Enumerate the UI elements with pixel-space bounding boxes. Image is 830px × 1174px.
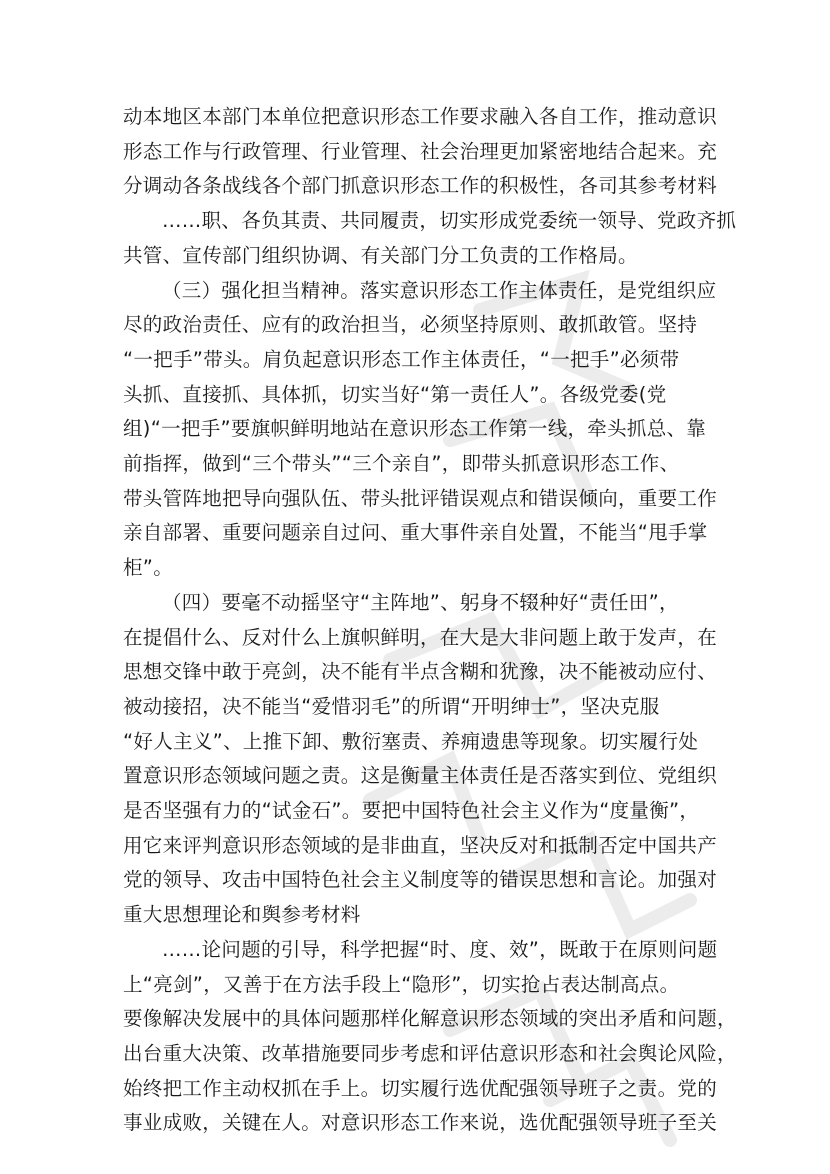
text-line: 共管、宣传部门组织协调、有关部门分工负责的工作格局。 — [123, 243, 638, 267]
text-line: 事业成败，关键在人。对意识形态工作来说，选优配强领导班子至关 — [123, 1111, 718, 1135]
text-line: 组)“一把手”要旗帜鲜明地站在意识形态工作第一线，牵头抓总、靠 — [123, 417, 707, 441]
text-line: “好人主义”、上推下卸、敷衍塞责、养痈遗患等现象。切实履行处 — [123, 729, 699, 753]
text-line: 在提倡什么、反对什么上旗帜鲜明，在大是大非问题上敢于发声，在 — [123, 625, 718, 649]
text-line: ……职、各负其责、共同履责，切实形成党委统一领导、党政齐抓 — [162, 209, 737, 233]
text-line: （四）要毫不动摇坚守“主阵地”、躬身不辍种好“责任田”， — [162, 590, 679, 614]
text-line: 柜”。 — [123, 556, 174, 580]
text-line: 前指挥，做到“三个带头”“三个亲自”，即带头抓意识形态工作、 — [123, 452, 680, 475]
text-line: 始终把工作主动权抓在手上。切实履行选优配强领导班子之责。党的 — [123, 1076, 718, 1100]
text-line: 被动接招，决不能当“爱惜羽毛”的所谓“开明绅士”，坚决克服 — [123, 694, 660, 718]
text-line: 亲自部署、重要问题亲自过问、重大事件亲自处置，不能当“甩手掌 — [123, 521, 708, 545]
text-line: 上“亮剑”，又善于在方法手段上“隐形”，切实抢占表达制高点。 — [123, 972, 680, 996]
text-line: 置意识形态领域问题之责。这是衡量主体责任是否落实到位、党组织 — [123, 764, 718, 788]
text-line: 思想交锋中敢于亮剑，决不能有半点含糊和犹豫，决不能被动应付、 — [123, 660, 718, 684]
text-line: 分调动各条战线各个部门抓意识形态工作的积极性，各司其参考材料 — [123, 174, 718, 198]
text-line: 党的领导、攻击中国特色社会主义制度等的错误思想和言论。加强对 — [123, 868, 718, 892]
text-line: 尽的政治责任、应有的政治担当，必须坚持原则、敢抓敢管。坚持 — [123, 313, 698, 337]
text-line: 是否坚强有力的“试金石”。要把中国特色社会主义作为“度量衡”， — [123, 799, 700, 822]
text-line: （三）强化担当精神。落实意识形态工作主体责任，是党组织应 — [162, 278, 717, 302]
text-line: 动本地区本部门本单位把意识形态工作要求融入各自工作，推动意识 — [123, 105, 718, 128]
text-line: 要像解决发展中的具体问题那样化解意识形态领域的突出矛盾和问题， — [123, 1007, 737, 1031]
text-line: “一把手”带头。肩负起意识形态工作主体责任，“一把手”必须带 — [123, 347, 680, 371]
text-line: 头抓、直接抓、具体抓，切实当好“第一责任人”。各级党委(党 — [123, 382, 667, 406]
text-line: 带头管阵地把导向强队伍、带头批评错误观点和错误倾向，重要工作 — [123, 486, 718, 510]
text-line: ……论问题的引导，科学把握“时、度、效”，既敢于在原则问题 — [162, 937, 718, 961]
text-line: 形态工作与行政管理、行业管理、社会治理更加紧密地结合起来。充 — [123, 139, 718, 163]
text-line: 重大思想理论和舆参考材料 — [123, 903, 361, 927]
text-line: 用它来评判意识形态领域的是非曲直，坚决反对和抵制否定中国共产 — [123, 833, 718, 857]
text-line: 出台重大决策、改革措施要同步考虑和评估意识形态和社会舆论风险， — [123, 1041, 737, 1065]
